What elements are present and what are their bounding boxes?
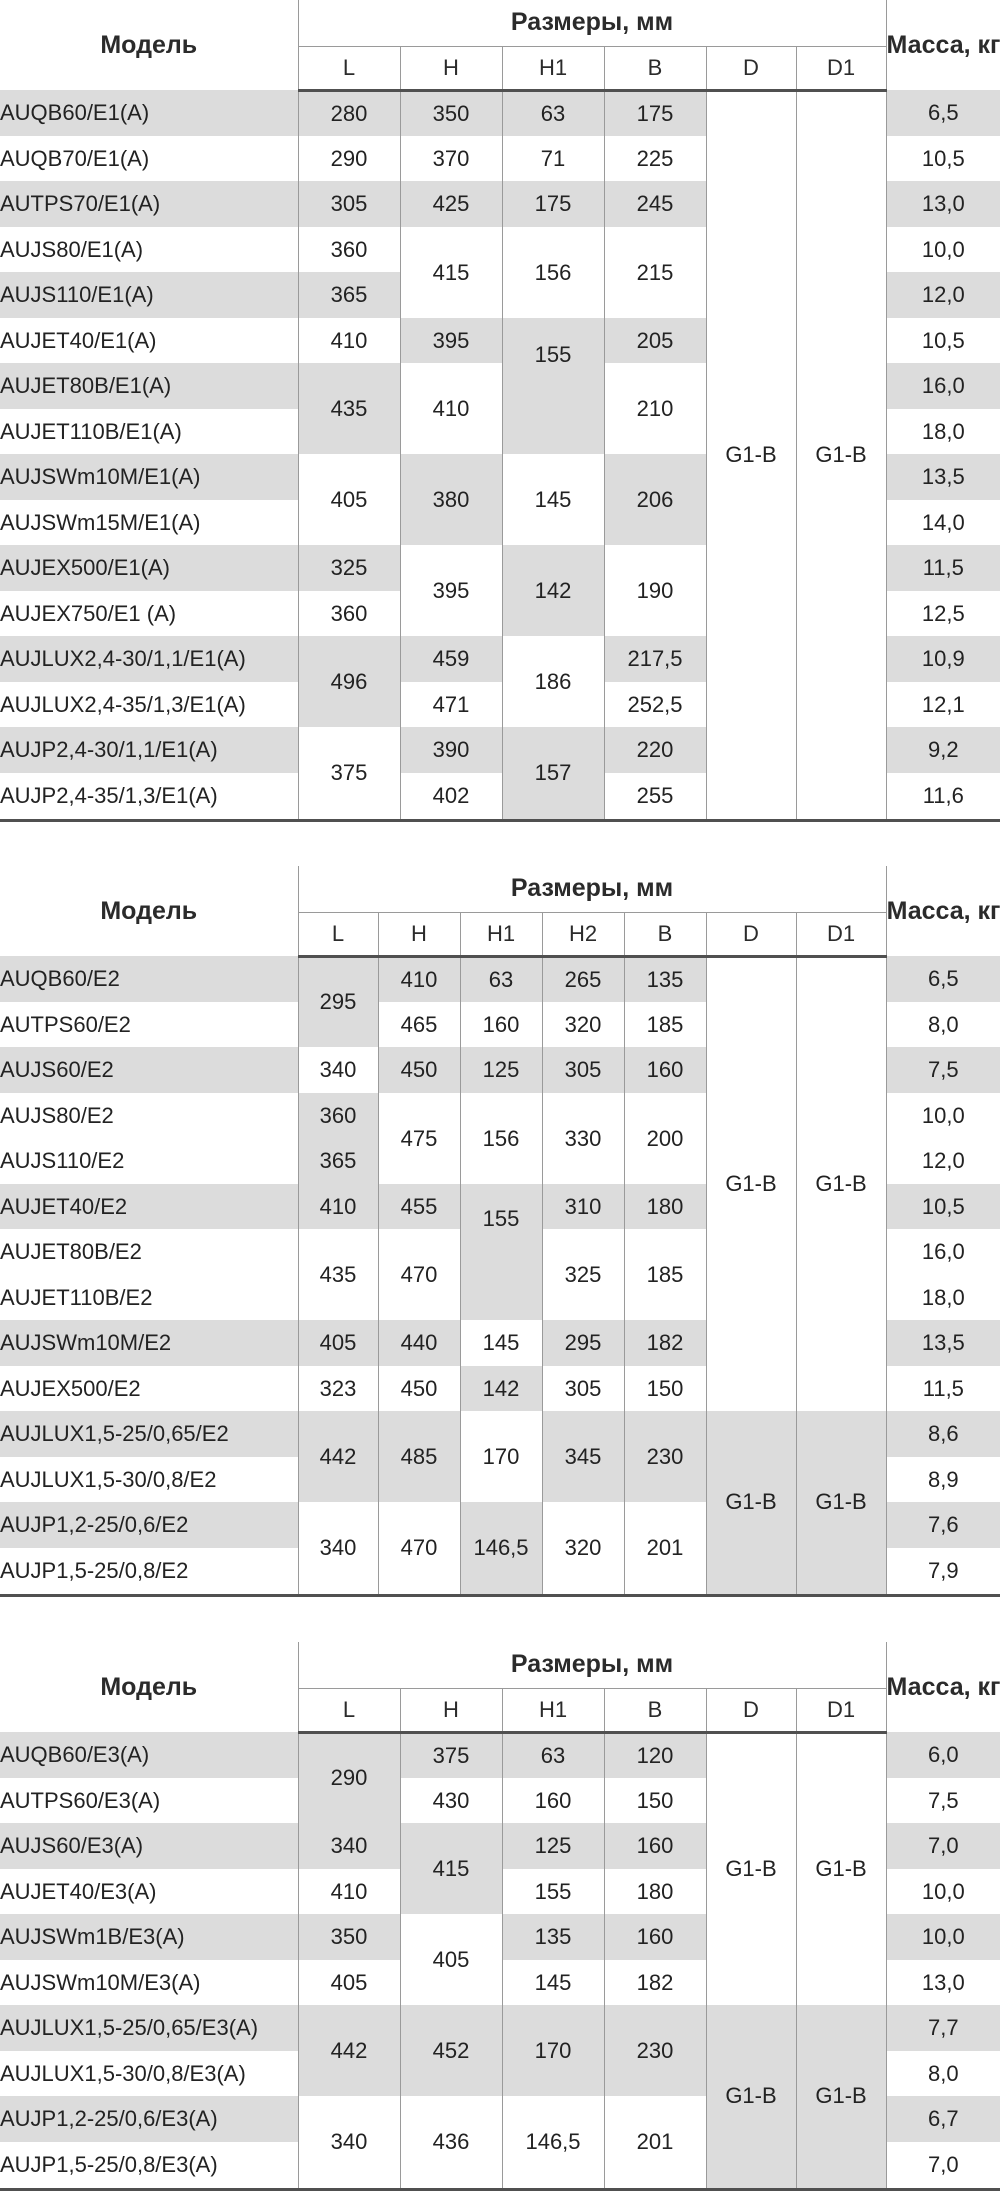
mass-cell: 7,9 <box>886 1548 1000 1595</box>
mass-cell: 13,5 <box>886 454 1000 500</box>
l-cell: 410 <box>298 318 400 363</box>
mass-cell: 8,9 <box>928 1466 959 1492</box>
model-cell: AUJP1,2-25/0,6/E3(A) <box>0 2096 298 2142</box>
mass-cell: 6,0 <box>886 1732 1000 1778</box>
header-model: Модель <box>0 866 298 956</box>
h2-cell: 320 <box>542 1502 624 1595</box>
h1-cell: 63 <box>502 1732 604 1778</box>
h2-cell: 295 <box>542 1320 624 1366</box>
h-cell: 370 <box>400 136 502 181</box>
model-cell: AUJSWm15M/E1(A) <box>0 500 298 545</box>
b-cell: 255 <box>604 773 706 820</box>
l-cell: 442 <box>298 1411 378 1502</box>
model-cell: AUJET40/E2 <box>0 1184 298 1229</box>
h1-cell: 186 <box>502 636 604 727</box>
d1-cell: G1-B <box>796 2005 886 2189</box>
l-cell: 375 <box>298 727 400 820</box>
h1-cell: 125 <box>460 1047 542 1093</box>
h-cell: 415 <box>400 227 502 318</box>
b-cell: 160 <box>604 1823 706 1869</box>
h-cell: 452 <box>400 2005 502 2096</box>
model-cell: AUJLUX1,5-25/0,65/E2 <box>0 1411 298 1457</box>
model-cell: AUTPS60/E3(A) <box>0 1778 298 1823</box>
model-cell: AUJP2,4-35/1,3/E1(A) <box>0 773 298 820</box>
h2-cell: 345 <box>542 1411 624 1502</box>
l-cell: 442 <box>298 2005 400 2096</box>
h1-cell: 170 <box>502 2005 604 2096</box>
h-cell: 485 <box>378 1411 460 1502</box>
header-model: Модель <box>0 1642 298 1732</box>
h1-cell: 63 <box>460 956 542 1002</box>
model-cell: AUJP1,5-25/0,8/E2 <box>0 1548 298 1595</box>
b-cell: 210 <box>604 363 706 454</box>
header-b: B <box>604 1688 706 1732</box>
mass-cell: 13,5 <box>886 1320 1000 1366</box>
h1-cell: 155 <box>502 1869 604 1914</box>
model-cell: AUQB60/E3(A) <box>0 1732 298 1778</box>
b-cell: 180 <box>624 1184 706 1229</box>
b-cell: 205 <box>604 318 706 363</box>
b-cell: 206 <box>604 454 706 545</box>
h-cell: 425 <box>400 181 502 227</box>
model-cell: AUJET110B/E2 <box>0 1275 298 1320</box>
l-cell: 410 <box>298 1184 378 1229</box>
header-h1: H1 <box>502 1688 604 1732</box>
h-cell: 465 <box>378 1002 460 1047</box>
h-cell: 390 <box>400 727 502 773</box>
l-cell: 350 <box>298 1914 400 1960</box>
b-cell: 150 <box>604 1778 706 1823</box>
h-cell: 475 <box>378 1093 460 1184</box>
h-cell: 395 <box>400 318 502 363</box>
h2-cell: 305 <box>542 1047 624 1093</box>
h-cell: 430 <box>400 1778 502 1823</box>
l-cell: 340 <box>298 1823 400 1869</box>
h-cell: 450 <box>378 1047 460 1093</box>
h2-cell: 320 <box>542 1002 624 1047</box>
model-cell: AUJLUX2,4-30/1,1/E1(A) <box>0 636 298 682</box>
header-l: L <box>298 46 400 90</box>
mass-cell: 14,0 <box>921 509 965 535</box>
model-cell: AUJS80/E2 <box>0 1093 298 1138</box>
model-cell: AUJSWm10M/E3(A) <box>0 1960 298 2005</box>
model-cell: AUQB60/E1(A) <box>0 90 298 136</box>
model-cell: AUJS60/E3(A) <box>0 1823 298 1869</box>
mass-cell: 7,0 <box>886 2142 1000 2189</box>
mass-cell: 8,0 <box>928 2060 959 2086</box>
b-cell: 245 <box>604 181 706 227</box>
b-cell: 230 <box>604 2005 706 2096</box>
h1-cell: 71 <box>502 136 604 181</box>
h2-cell: 265 <box>542 956 624 1002</box>
model-cell: AUJET110B/E1(A) <box>0 409 298 454</box>
h-cell: 410 <box>400 363 502 454</box>
mass-cell: 12,5 <box>921 600 965 626</box>
header-d1: D1 <box>796 912 886 956</box>
h-cell: 410 <box>378 956 460 1002</box>
l-cell: 340 <box>298 2096 400 2189</box>
header-d: D <box>706 46 796 90</box>
h-cell: 436 <box>400 2096 502 2189</box>
b-cell: 160 <box>624 1047 706 1093</box>
l-cell: 435 <box>298 1229 378 1320</box>
model-cell: AUQB70/E1(A) <box>0 136 298 181</box>
d-cell: G1-B <box>706 1411 796 1595</box>
mass-cell: 6,7 <box>886 2096 1000 2142</box>
mass-cell: 11,5 <box>886 545 1000 591</box>
h-cell: 471 <box>400 682 502 727</box>
header-h: H <box>400 46 502 90</box>
h1-cell: 155 <box>460 1184 542 1320</box>
model-cell: AUJLUX1,5-25/0,65/E3(A) <box>0 2005 298 2051</box>
model-cell: AUJLUX1,5-30/0,8/E2 <box>0 1457 298 1502</box>
mass-cell: 18,0 <box>921 1284 965 1310</box>
h1-cell: 156 <box>502 227 604 318</box>
h-cell: 402 <box>400 773 502 820</box>
model-cell: AUJLUX2,4-35/1,3/E1(A) <box>0 682 298 727</box>
b-cell: 182 <box>624 1320 706 1366</box>
h-cell: 350 <box>400 90 502 136</box>
h1-cell: 145 <box>502 454 604 545</box>
mass-cell: 10,9 <box>886 636 1000 682</box>
l-cell: 360 <box>298 1093 378 1138</box>
mass-cell: 12,0 <box>886 272 1000 318</box>
mass-cell: 6,5 <box>886 956 1000 1002</box>
model-cell: AUJEX500/E2 <box>0 1366 298 1411</box>
mass-cell: 11,6 <box>886 773 1000 820</box>
h-cell: 375 <box>400 1732 502 1778</box>
model-cell: AUJS80/E1(A) <box>0 227 298 272</box>
header-mass: Масса, кг <box>886 0 1000 90</box>
header-mass: Масса, кг <box>886 1642 1000 1732</box>
header-dimensions: Размеры, мм <box>298 866 886 912</box>
model-cell: AUJS110/E2 <box>0 1138 298 1184</box>
mass-cell: 7,0 <box>886 1823 1000 1869</box>
model-cell: AUTPS60/E2 <box>0 1002 298 1047</box>
header-l: L <box>298 1688 400 1732</box>
b-cell: 201 <box>604 2096 706 2189</box>
mass-cell: 18,0 <box>921 418 965 444</box>
h2-cell: 310 <box>542 1184 624 1229</box>
b-cell: 185 <box>624 1002 706 1047</box>
mass-cell: 10,0 <box>886 1914 1000 1960</box>
h-cell: 450 <box>378 1366 460 1411</box>
l-cell: 496 <box>298 636 400 727</box>
h-cell: 380 <box>400 454 502 545</box>
header-d1: D1 <box>796 1688 886 1732</box>
d1-cell: G1-B <box>796 1732 886 2005</box>
l-cell: 290 <box>298 136 400 181</box>
b-cell: 215 <box>604 227 706 318</box>
h-cell: 470 <box>378 1502 460 1595</box>
header-b: B <box>604 46 706 90</box>
mass-cell: 12,1 <box>921 691 965 717</box>
model-cell: AUJP2,4-30/1,1/E1(A) <box>0 727 298 773</box>
h1-cell: 142 <box>460 1366 542 1411</box>
mass-cell: 7,7 <box>886 2005 1000 2051</box>
model-cell: AUJEX500/E1(A) <box>0 545 298 591</box>
h1-cell: 63 <box>502 90 604 136</box>
header-h2: H2 <box>542 912 624 956</box>
h1-cell: 146,5 <box>502 2096 604 2189</box>
h1-cell: 146,5 <box>460 1502 542 1595</box>
mass-cell: 10,0 <box>921 236 965 262</box>
model-cell: AUJP1,5-25/0,8/E3(A) <box>0 2142 298 2189</box>
h1-cell: 157 <box>502 727 604 820</box>
b-cell: 252,5 <box>604 682 706 727</box>
h2-cell: 305 <box>542 1366 624 1411</box>
header-h1: H1 <box>502 46 604 90</box>
l-cell: 410 <box>298 1869 400 1914</box>
mass-cell: 10,5 <box>921 145 965 171</box>
header-model: Модель <box>0 0 298 90</box>
model-cell: AUJSWm1B/E3(A) <box>0 1914 298 1960</box>
mass-cell: 16,0 <box>886 363 1000 409</box>
b-cell: 217,5 <box>604 636 706 682</box>
b-cell: 185 <box>624 1229 706 1320</box>
mass-cell: 7,5 <box>928 1787 959 1813</box>
mass-cell: 8,6 <box>886 1411 1000 1457</box>
mass-cell: 12,0 <box>921 1148 965 1173</box>
l-cell: 290 <box>298 1732 400 1823</box>
b-cell: 160 <box>604 1914 706 1960</box>
mass-cell: 8,0 <box>928 1011 959 1037</box>
h-cell: 459 <box>400 636 502 682</box>
mass-cell: 6,5 <box>886 90 1000 136</box>
h1-cell: 160 <box>502 1778 604 1823</box>
b-cell: 135 <box>624 956 706 1002</box>
d1-cell: G1-B <box>796 90 886 820</box>
header-h1: H1 <box>460 912 542 956</box>
b-cell: 182 <box>604 1960 706 2005</box>
mass-cell: 9,2 <box>886 727 1000 773</box>
header-h: H <box>400 1688 502 1732</box>
b-cell: 230 <box>624 1411 706 1502</box>
model-cell: AUJEX750/E1 (A) <box>0 591 298 636</box>
model-cell: AUJET40/E3(A) <box>0 1869 298 1914</box>
header-mass: Масса, кг <box>886 866 1000 956</box>
d1-cell: G1-B <box>796 1411 886 1595</box>
spec-table-e2 <box>0 866 1000 1597</box>
model-cell: AUJET40/E1(A) <box>0 318 298 363</box>
b-cell: 120 <box>604 1732 706 1778</box>
spec-table-e3 <box>0 1642 1000 2191</box>
l-cell: 365 <box>298 272 400 318</box>
h1-cell: 160 <box>460 1002 542 1047</box>
d-cell: G1-B <box>706 2005 796 2189</box>
l-cell: 405 <box>298 1320 378 1366</box>
b-cell: 190 <box>604 545 706 636</box>
h1-cell: 145 <box>460 1320 542 1366</box>
l-cell: 295 <box>298 956 378 1047</box>
model-cell: AUJET80B/E1(A) <box>0 363 298 409</box>
h-cell: 415 <box>400 1823 502 1914</box>
d-cell: G1-B <box>706 90 796 820</box>
model-cell: AUJET80B/E2 <box>0 1229 298 1275</box>
mass-cell: 11,5 <box>922 1375 964 1401</box>
header-d: D <box>706 1688 796 1732</box>
l-cell: 305 <box>298 181 400 227</box>
header-d: D <box>706 912 796 956</box>
mass-cell: 13,0 <box>886 181 1000 227</box>
model-cell: AUTPS70/E1(A) <box>0 181 298 227</box>
l-cell: 360 <box>298 227 400 272</box>
l-cell: 340 <box>298 1502 378 1595</box>
h1-cell: 135 <box>502 1914 604 1960</box>
l-cell: 405 <box>298 1960 400 2005</box>
header-d1: D1 <box>796 46 886 90</box>
mass-cell: 10,5 <box>886 1184 1000 1229</box>
l-cell: 435 <box>298 363 400 454</box>
b-cell: 225 <box>604 136 706 181</box>
h-cell: 455 <box>378 1184 460 1229</box>
header-l: L <box>298 912 378 956</box>
header-dimensions: Размеры, мм <box>298 1642 886 1688</box>
model-cell: AUJS110/E1(A) <box>0 272 298 318</box>
h2-cell: 330 <box>542 1093 624 1184</box>
h1-cell: 175 <box>502 181 604 227</box>
mass-cell: 10,0 <box>921 1102 965 1128</box>
mass-cell: 10,5 <box>921 327 965 353</box>
h2-cell: 325 <box>542 1229 624 1320</box>
b-cell: 175 <box>604 90 706 136</box>
l-cell: 340 <box>298 1047 378 1093</box>
h1-cell: 155 <box>502 318 604 454</box>
model-cell: AUJS60/E2 <box>0 1047 298 1093</box>
h-cell: 405 <box>400 1914 502 2005</box>
b-cell: 200 <box>624 1093 706 1184</box>
mass-cell: 7,5 <box>886 1047 1000 1093</box>
header-b: B <box>624 912 706 956</box>
h-cell: 395 <box>400 545 502 636</box>
l-cell: 323 <box>298 1366 378 1411</box>
l-cell: 325 <box>298 545 400 591</box>
h1-cell: 145 <box>502 1960 604 2005</box>
mass-cell: 7,6 <box>886 1502 1000 1548</box>
b-cell: 220 <box>604 727 706 773</box>
h-cell: 470 <box>378 1229 460 1320</box>
b-cell: 150 <box>624 1366 706 1411</box>
l-cell: 365 <box>298 1138 378 1184</box>
model-cell: AUJSWm10M/E2 <box>0 1320 298 1366</box>
d-cell: G1-B <box>706 956 796 1411</box>
h1-cell: 125 <box>502 1823 604 1869</box>
spec-table-e1 <box>0 0 1000 822</box>
l-cell: 405 <box>298 454 400 545</box>
mass-cell: 13,0 <box>921 1969 965 1995</box>
header-dimensions: Размеры, мм <box>298 0 886 46</box>
l-cell: 360 <box>298 591 400 636</box>
mass-cell: 10,0 <box>921 1878 965 1904</box>
h1-cell: 170 <box>460 1411 542 1502</box>
h-cell: 440 <box>378 1320 460 1366</box>
mass-cell: 16,0 <box>921 1239 965 1264</box>
b-cell: 201 <box>624 1502 706 1595</box>
h1-cell: 142 <box>502 545 604 636</box>
model-cell: AUJSWm10M/E1(A) <box>0 454 298 500</box>
model-cell: AUJLUX1,5-30/0,8/E3(A) <box>0 2051 298 2096</box>
b-cell: 180 <box>604 1869 706 1914</box>
d1-cell: G1-B <box>796 956 886 1411</box>
model-cell: AUQB60/E2 <box>0 956 298 1002</box>
l-cell: 280 <box>298 90 400 136</box>
d-cell: G1-B <box>706 1732 796 2005</box>
model-cell: AUJP1,2-25/0,6/E2 <box>0 1502 298 1548</box>
header-h: H <box>378 912 460 956</box>
h1-cell: 156 <box>460 1093 542 1184</box>
